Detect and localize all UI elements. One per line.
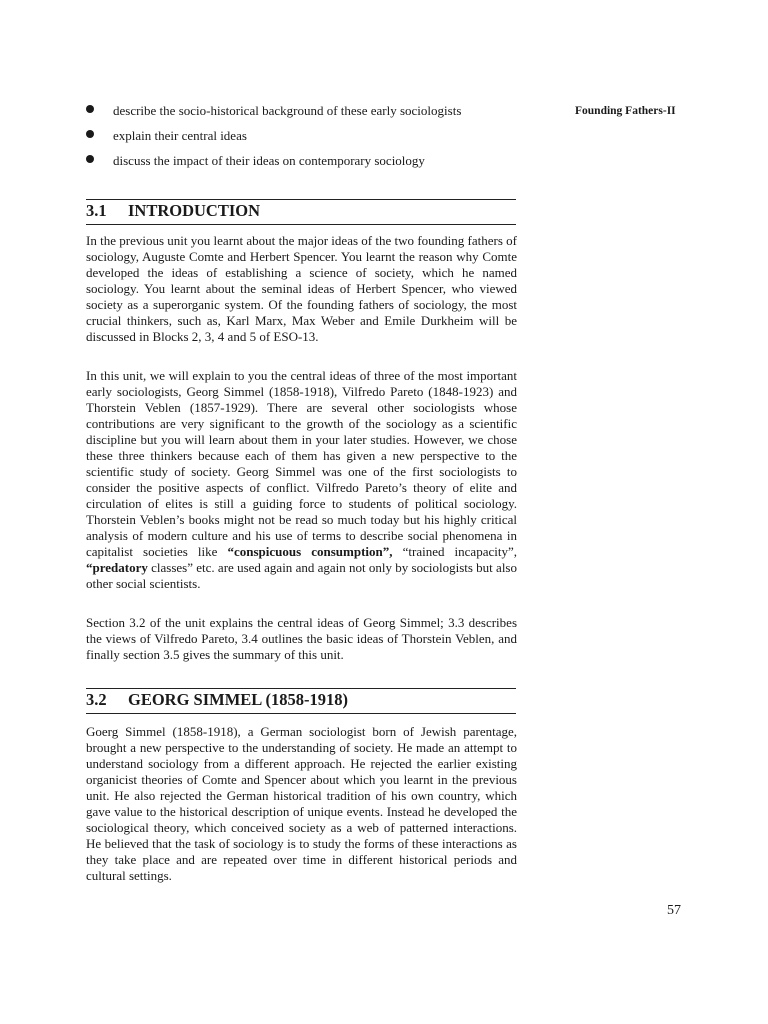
objectives-list bbox=[86, 102, 516, 177]
section-title: GEORG SIMMEL (1858-1918) bbox=[128, 690, 349, 709]
intro-paragraph-3: Section 3.2 of the unit explains the central ideas of Georg Simmel; 3.3 describes the views of Vilfredo Pareto, 3.4 outlines the basic ideas of Thorstein Veblen, and finally section 3.5 gives the summary of this unit. bbox=[86, 615, 517, 662]
objective-text: discuss the impact of their ideas on contemporary sociology bbox=[113, 153, 425, 168]
emphasis-term: “predatory bbox=[86, 560, 148, 575]
section-number: 3.2 bbox=[86, 690, 107, 709]
objective-text: describe the socio-historical background of these early sociologists bbox=[113, 103, 462, 118]
list-item bbox=[86, 102, 516, 127]
page-number: 57 bbox=[667, 903, 681, 918]
paragraph-text: “trained incapacity”, bbox=[392, 544, 517, 559]
intro-paragraph-2 bbox=[86, 368, 517, 592]
intro-paragraph-1: In the previous unit you learnt about the major ideas of the two founding fathers of sociology, Auguste Comte and Herbert Spencer. You learnt the reason why Comte developed the ideas of establishing a science of society, which he named sociology. You learnt about the seminal ideas of Herbert Spencer, who viewed society as a superorganic system. Of the founding fathers of sociology, the most crucial thinkers, such as, Karl Marx, Max Weber and Emile Durkheim will be discussed in Blocks 2, 3, 4 and 5 of ESO-13. bbox=[86, 233, 517, 344]
bullet-icon bbox=[86, 130, 94, 138]
running-head: Founding Fathers-II bbox=[575, 105, 676, 117]
section-heading-introduction bbox=[86, 199, 516, 225]
section-title: INTRODUCTION bbox=[128, 201, 261, 220]
list-item bbox=[86, 127, 516, 152]
section-number: 3.1 bbox=[86, 201, 107, 220]
bullet-icon bbox=[86, 105, 94, 113]
paragraph-text: In this unit, we will explain to you the central ideas of three of the most important early sociologists, Georg Simmel (1858-1918), Vilfredo Pareto (1848-1923) and Thorstein Veblen (1857-1929). There are several other sociologists whose contributions are very significant to the growth of the sociology as a scientific discipline but you will learn about them in your later studies. However, we chose these three thinkers because each of them has given a new perspective to the scientific study of society. Georg Simmel was one of the first sociologists to consider the positive aspects of conflict. Vilfredo Pareto’s theory of elite and circulation of elites is still a guiding force to students of political sociology. Thorstein Veblen’s books might not be read so much today but his highly critical analysis of modern culture and his use of terms to describe social phenomena in capitalist societies like bbox=[86, 368, 517, 559]
bullet-icon bbox=[86, 155, 94, 163]
emphasis-term: “conspicuous consumption”, bbox=[227, 544, 393, 559]
simmel-paragraph: Goerg Simmel (1858-1918), a German sociologist born of Jewish parentage, brought a new perspective to the understanding of society. He made an attempt to understand sociology from a different approach. He rejected the earlier existing organicist theories of Comte and Spencer about which you learnt in the previous unit. He also rejected the German historical tradition of his own country, which gave value to the historical description of unique events. Instead he developed the sociological theory, which conceived society as a web of patterned interactions. He believed that the task of sociology is to study the forms of these interactions as they take place and are repeated over time in different historical periods and cultural settings. bbox=[86, 724, 517, 883]
list-item bbox=[86, 152, 516, 177]
objective-text: explain their central ideas bbox=[113, 128, 247, 143]
section-heading-simmel bbox=[86, 688, 516, 714]
paragraph-text: classes” etc. are used again and again not only by sociologists but also other social scientists. bbox=[86, 560, 517, 591]
